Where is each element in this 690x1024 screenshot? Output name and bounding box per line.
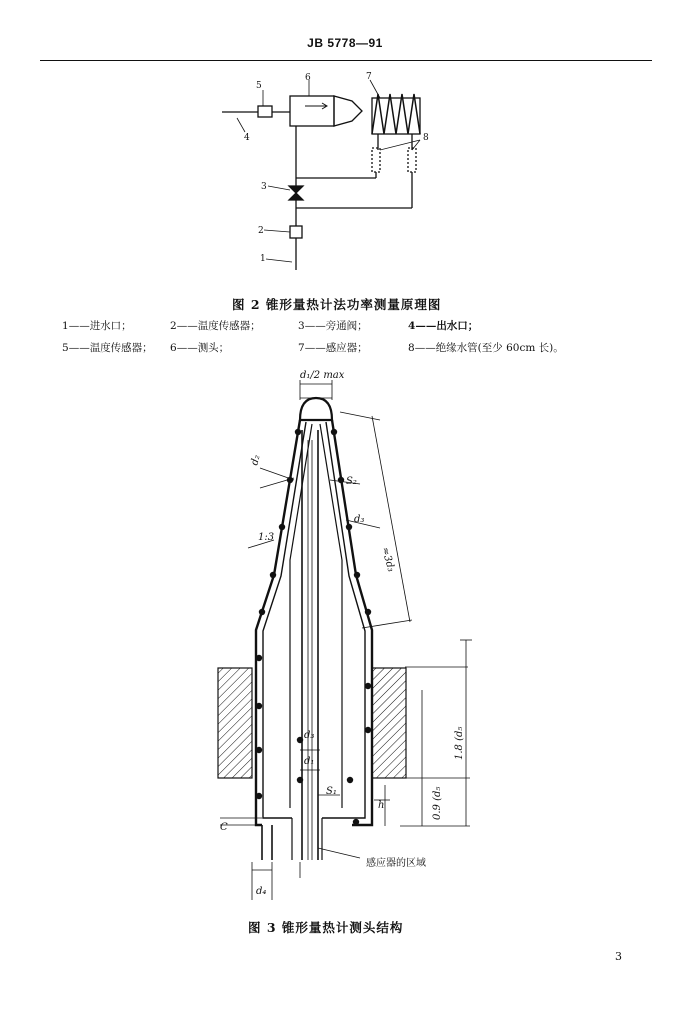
label-angle: 1:3 <box>258 532 275 543</box>
legend-item-3: 3——旁通阀； <box>298 320 368 332</box>
callout-7: 7 <box>366 72 372 82</box>
label-sensor-zone: 感应器的区域 <box>366 858 426 869</box>
label-h: h <box>378 800 385 811</box>
callout-4: 4 <box>244 133 250 143</box>
callout-5: 5 <box>256 81 262 91</box>
label-d1: d₁ <box>304 756 315 767</box>
label-09d5: 0.9 (d₅ <box>432 786 443 820</box>
callout-2: 2 <box>258 226 264 236</box>
callout-6: 6 <box>305 73 311 83</box>
label-s2: S₂ <box>346 476 357 487</box>
figure3-caption: 图 3 锥形量热计测头结构 <box>248 920 404 935</box>
figure2-caption: 图 2 锥形量热计法功率测量原理图 <box>232 297 442 312</box>
label-d4: d₄ <box>256 886 267 897</box>
legend-item-7: 7——感应器； <box>298 342 368 354</box>
label-d3-mid: d₃ <box>304 730 315 741</box>
yoke-block-right <box>372 668 406 778</box>
legend-item-4: 4——出水口； <box>408 320 479 332</box>
callout-8: 8 <box>423 133 429 143</box>
label-d2: d₂ <box>249 453 263 467</box>
label-d3-top: d₃ <box>354 514 365 525</box>
page-number: 3 <box>615 950 622 963</box>
label-3d3: ≈3d₃ <box>379 545 397 574</box>
label-s1: S₁ <box>326 786 337 797</box>
legend-item-6: 6——测头； <box>170 342 230 354</box>
legend-item-2: 2——温度传感器； <box>170 320 261 332</box>
legend-item-1: 1——进水口； <box>62 320 132 332</box>
probe-tip-dome <box>300 398 332 420</box>
yoke-block-left <box>218 668 252 778</box>
label-18d5: 1.8 (d₅ <box>454 726 465 760</box>
callout-3: 3 <box>261 182 267 192</box>
label-c: C <box>220 822 228 833</box>
label-d1-half-max: d₁/2 max <box>300 370 345 381</box>
legend-item-8: 8——绝缘水管(至少 60cm 长)。 <box>408 342 564 354</box>
callout-1: 1 <box>260 254 266 264</box>
legend-item-5: 5——温度传感器； <box>62 342 153 354</box>
standard-code-header: JB 5778—91 <box>307 36 383 50</box>
